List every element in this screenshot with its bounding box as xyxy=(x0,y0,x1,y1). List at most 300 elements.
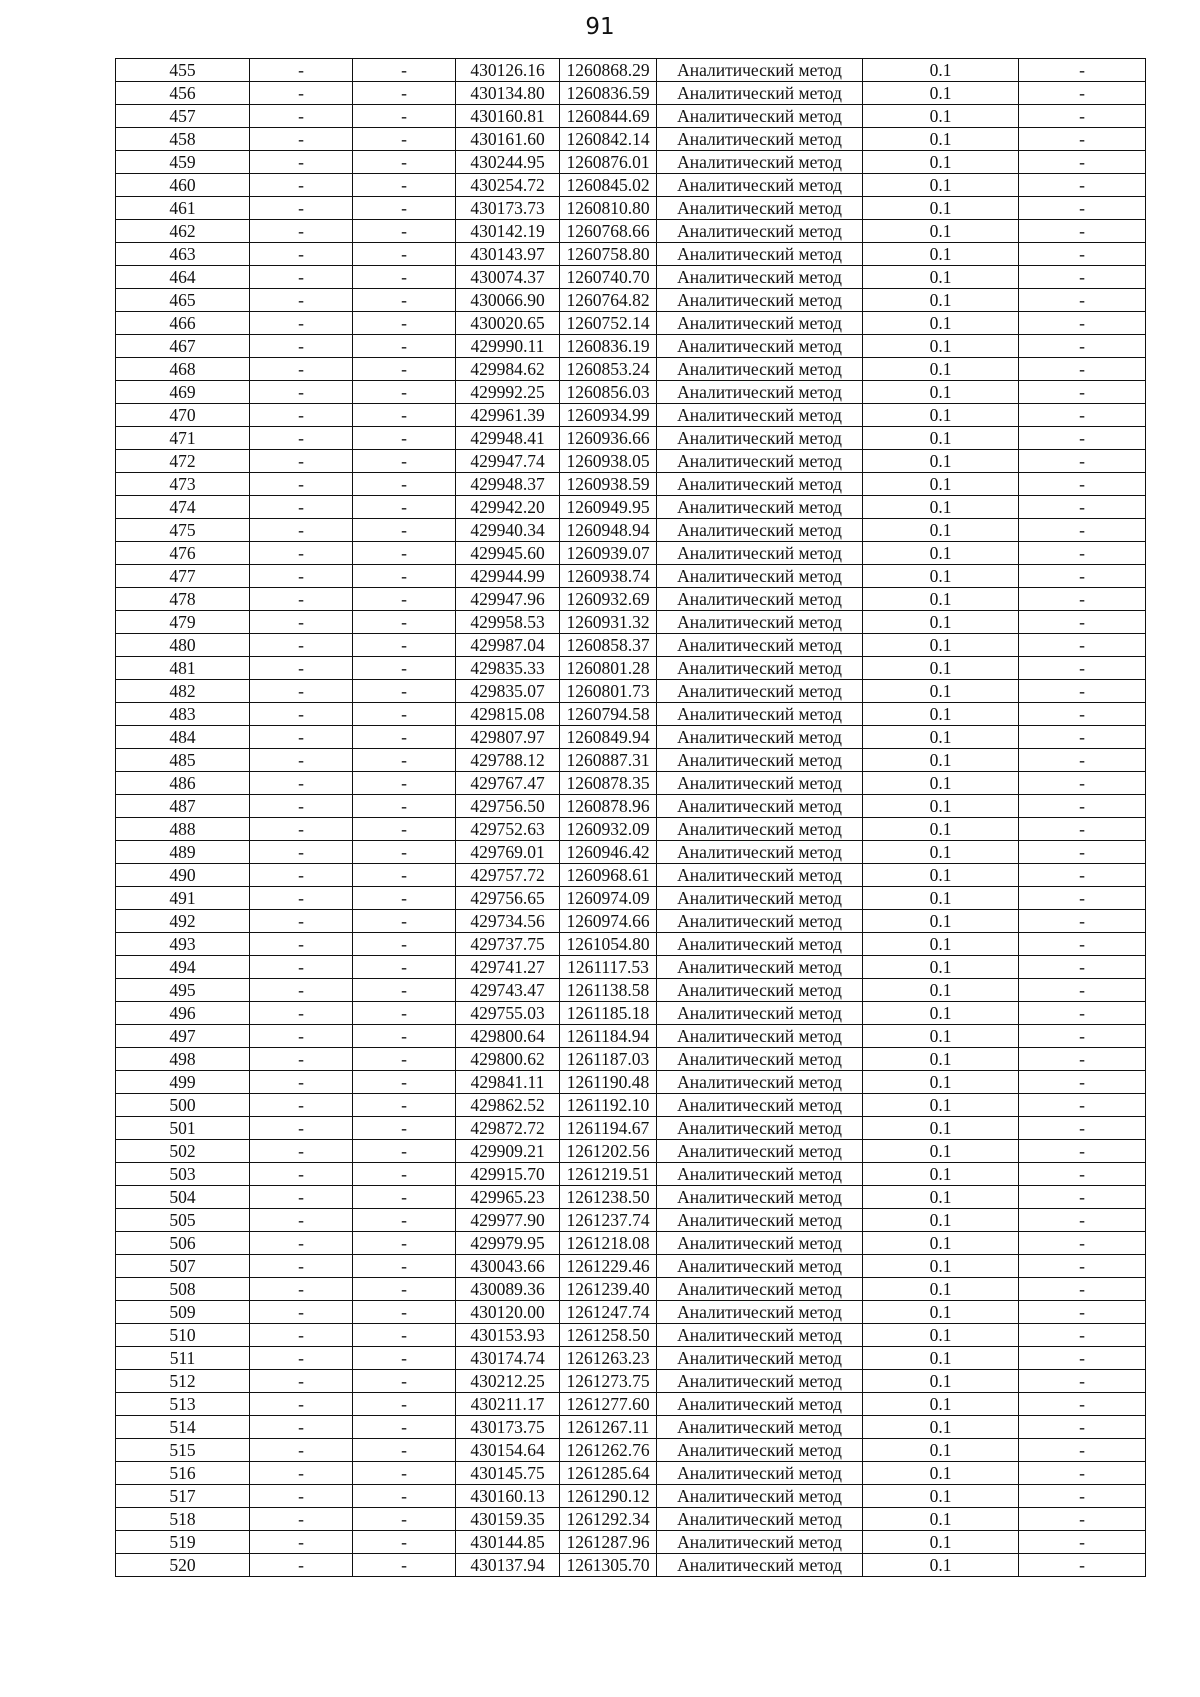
empty-cell-c: - xyxy=(1019,933,1146,956)
point-number-cell: 470 xyxy=(116,404,250,427)
empty-cell-b: - xyxy=(353,1255,456,1278)
accuracy-cell: 0.1 xyxy=(863,772,1019,795)
empty-cell-c: - xyxy=(1019,841,1146,864)
table-row xyxy=(116,1094,1146,1117)
y-coordinate-cell: 1260974.66 xyxy=(560,910,657,933)
method-cell: Аналитический метод xyxy=(657,243,863,266)
table-row xyxy=(116,1393,1146,1416)
accuracy-cell: 0.1 xyxy=(863,795,1019,818)
y-coordinate-cell: 1260842.14 xyxy=(560,128,657,151)
coordinates-table xyxy=(115,58,1146,1577)
empty-cell-a: - xyxy=(250,703,353,726)
x-coordinate-cell: 429961.39 xyxy=(456,404,560,427)
y-coordinate-cell: 1260868.29 xyxy=(560,59,657,82)
empty-cell-b: - xyxy=(353,1370,456,1393)
point-number-cell: 477 xyxy=(116,565,250,588)
empty-cell-b: - xyxy=(353,1416,456,1439)
y-coordinate-cell: 1260849.94 xyxy=(560,726,657,749)
accuracy-cell: 0.1 xyxy=(863,266,1019,289)
empty-cell-a: - xyxy=(250,542,353,565)
table-row xyxy=(116,910,1146,933)
empty-cell-a: - xyxy=(250,818,353,841)
empty-cell-c: - xyxy=(1019,1554,1146,1577)
accuracy-cell: 0.1 xyxy=(863,1485,1019,1508)
x-coordinate-cell: 429948.41 xyxy=(456,427,560,450)
empty-cell-b: - xyxy=(353,1140,456,1163)
empty-cell-c: - xyxy=(1019,220,1146,243)
empty-cell-a: - xyxy=(250,1209,353,1232)
accuracy-cell: 0.1 xyxy=(863,956,1019,979)
accuracy-cell: 0.1 xyxy=(863,105,1019,128)
x-coordinate-cell: 430160.81 xyxy=(456,105,560,128)
empty-cell-c: - xyxy=(1019,266,1146,289)
x-coordinate-cell: 429741.27 xyxy=(456,956,560,979)
empty-cell-a: - xyxy=(250,82,353,105)
point-number-cell: 507 xyxy=(116,1255,250,1278)
x-coordinate-cell: 430144.85 xyxy=(456,1531,560,1554)
point-number-cell: 466 xyxy=(116,312,250,335)
point-number-cell: 474 xyxy=(116,496,250,519)
empty-cell-b: - xyxy=(353,105,456,128)
method-cell: Аналитический метод xyxy=(657,1278,863,1301)
y-coordinate-cell: 1260968.61 xyxy=(560,864,657,887)
point-number-cell: 495 xyxy=(116,979,250,1002)
empty-cell-b: - xyxy=(353,1324,456,1347)
empty-cell-b: - xyxy=(353,1508,456,1531)
method-cell: Аналитический метод xyxy=(657,795,863,818)
empty-cell-a: - xyxy=(250,358,353,381)
method-cell: Аналитический метод xyxy=(657,1140,863,1163)
point-number-cell: 506 xyxy=(116,1232,250,1255)
x-coordinate-cell: 429737.75 xyxy=(456,933,560,956)
accuracy-cell: 0.1 xyxy=(863,197,1019,220)
table-row xyxy=(116,82,1146,105)
point-number-cell: 497 xyxy=(116,1025,250,1048)
method-cell: Аналитический метод xyxy=(657,197,863,220)
x-coordinate-cell: 430244.95 xyxy=(456,151,560,174)
method-cell: Аналитический метод xyxy=(657,335,863,358)
point-number-cell: 511 xyxy=(116,1347,250,1370)
x-coordinate-cell: 429800.64 xyxy=(456,1025,560,1048)
empty-cell-b: - xyxy=(353,772,456,795)
y-coordinate-cell: 1260801.28 xyxy=(560,657,657,680)
accuracy-cell: 0.1 xyxy=(863,1163,1019,1186)
x-coordinate-cell: 429872.72 xyxy=(456,1117,560,1140)
y-coordinate-cell: 1261117.53 xyxy=(560,956,657,979)
empty-cell-c: - xyxy=(1019,1278,1146,1301)
empty-cell-b: - xyxy=(353,473,456,496)
empty-cell-b: - xyxy=(353,956,456,979)
point-number-cell: 500 xyxy=(116,1094,250,1117)
point-number-cell: 489 xyxy=(116,841,250,864)
point-number-cell: 472 xyxy=(116,450,250,473)
accuracy-cell: 0.1 xyxy=(863,289,1019,312)
empty-cell-a: - xyxy=(250,1324,353,1347)
table-row xyxy=(116,105,1146,128)
empty-cell-c: - xyxy=(1019,1324,1146,1347)
y-coordinate-cell: 1261292.34 xyxy=(560,1508,657,1531)
point-number-cell: 493 xyxy=(116,933,250,956)
y-coordinate-cell: 1260876.01 xyxy=(560,151,657,174)
empty-cell-c: - xyxy=(1019,381,1146,404)
method-cell: Аналитический метод xyxy=(657,105,863,128)
method-cell: Аналитический метод xyxy=(657,289,863,312)
empty-cell-b: - xyxy=(353,1186,456,1209)
accuracy-cell: 0.1 xyxy=(863,312,1019,335)
method-cell: Аналитический метод xyxy=(657,1232,863,1255)
empty-cell-a: - xyxy=(250,335,353,358)
y-coordinate-cell: 1260853.24 xyxy=(560,358,657,381)
empty-cell-a: - xyxy=(250,611,353,634)
accuracy-cell: 0.1 xyxy=(863,1347,1019,1370)
y-coordinate-cell: 1261229.46 xyxy=(560,1255,657,1278)
empty-cell-b: - xyxy=(353,565,456,588)
method-cell: Аналитический метод xyxy=(657,588,863,611)
table-row xyxy=(116,542,1146,565)
empty-cell-c: - xyxy=(1019,1393,1146,1416)
y-coordinate-cell: 1260845.02 xyxy=(560,174,657,197)
accuracy-cell: 0.1 xyxy=(863,128,1019,151)
table-row xyxy=(116,680,1146,703)
empty-cell-b: - xyxy=(353,910,456,933)
empty-cell-b: - xyxy=(353,266,456,289)
y-coordinate-cell: 1261184.94 xyxy=(560,1025,657,1048)
method-cell: Аналитический метод xyxy=(657,1301,863,1324)
y-coordinate-cell: 1261194.67 xyxy=(560,1117,657,1140)
point-number-cell: 492 xyxy=(116,910,250,933)
empty-cell-a: - xyxy=(250,657,353,680)
x-coordinate-cell: 429948.37 xyxy=(456,473,560,496)
method-cell: Аналитический метод xyxy=(657,864,863,887)
y-coordinate-cell: 1260794.58 xyxy=(560,703,657,726)
empty-cell-b: - xyxy=(353,1347,456,1370)
x-coordinate-cell: 429756.50 xyxy=(456,795,560,818)
y-coordinate-cell: 1261277.60 xyxy=(560,1393,657,1416)
empty-cell-a: - xyxy=(250,933,353,956)
accuracy-cell: 0.1 xyxy=(863,657,1019,680)
x-coordinate-cell: 430043.66 xyxy=(456,1255,560,1278)
x-coordinate-cell: 429965.23 xyxy=(456,1186,560,1209)
table-row xyxy=(116,726,1146,749)
y-coordinate-cell: 1260932.09 xyxy=(560,818,657,841)
point-number-cell: 456 xyxy=(116,82,250,105)
empty-cell-b: - xyxy=(353,726,456,749)
point-number-cell: 501 xyxy=(116,1117,250,1140)
point-number-cell: 486 xyxy=(116,772,250,795)
table-row xyxy=(116,519,1146,542)
empty-cell-c: - xyxy=(1019,611,1146,634)
y-coordinate-cell: 1260836.19 xyxy=(560,335,657,358)
point-number-cell: 478 xyxy=(116,588,250,611)
empty-cell-a: - xyxy=(250,1002,353,1025)
point-number-cell: 512 xyxy=(116,1370,250,1393)
point-number-cell: 461 xyxy=(116,197,250,220)
empty-cell-c: - xyxy=(1019,1462,1146,1485)
table-row xyxy=(116,450,1146,473)
y-coordinate-cell: 1260934.99 xyxy=(560,404,657,427)
empty-cell-b: - xyxy=(353,128,456,151)
method-cell: Аналитический метод xyxy=(657,887,863,910)
accuracy-cell: 0.1 xyxy=(863,473,1019,496)
empty-cell-a: - xyxy=(250,1094,353,1117)
accuracy-cell: 0.1 xyxy=(863,1439,1019,1462)
accuracy-cell: 0.1 xyxy=(863,1508,1019,1531)
empty-cell-a: - xyxy=(250,956,353,979)
method-cell: Аналитический метод xyxy=(657,427,863,450)
method-cell: Аналитический метод xyxy=(657,818,863,841)
y-coordinate-cell: 1261273.75 xyxy=(560,1370,657,1393)
empty-cell-a: - xyxy=(250,1186,353,1209)
empty-cell-b: - xyxy=(353,1025,456,1048)
empty-cell-b: - xyxy=(353,1002,456,1025)
empty-cell-b: - xyxy=(353,243,456,266)
empty-cell-c: - xyxy=(1019,1025,1146,1048)
point-number-cell: 469 xyxy=(116,381,250,404)
method-cell: Аналитический метод xyxy=(657,1485,863,1508)
x-coordinate-cell: 430212.25 xyxy=(456,1370,560,1393)
x-coordinate-cell: 429788.12 xyxy=(456,749,560,772)
empty-cell-c: - xyxy=(1019,519,1146,542)
method-cell: Аналитический метод xyxy=(657,381,863,404)
point-number-cell: 502 xyxy=(116,1140,250,1163)
accuracy-cell: 0.1 xyxy=(863,1324,1019,1347)
point-number-cell: 467 xyxy=(116,335,250,358)
empty-cell-b: - xyxy=(353,59,456,82)
point-number-cell: 458 xyxy=(116,128,250,151)
empty-cell-c: - xyxy=(1019,1347,1146,1370)
empty-cell-b: - xyxy=(353,1094,456,1117)
x-coordinate-cell: 430142.19 xyxy=(456,220,560,243)
y-coordinate-cell: 1261218.08 xyxy=(560,1232,657,1255)
empty-cell-a: - xyxy=(250,404,353,427)
x-coordinate-cell: 429984.62 xyxy=(456,358,560,381)
y-coordinate-cell: 1260946.42 xyxy=(560,841,657,864)
table-row xyxy=(116,1025,1146,1048)
table-row xyxy=(116,174,1146,197)
point-number-cell: 485 xyxy=(116,749,250,772)
empty-cell-b: - xyxy=(353,1278,456,1301)
point-number-cell: 518 xyxy=(116,1508,250,1531)
x-coordinate-cell: 429909.21 xyxy=(456,1140,560,1163)
accuracy-cell: 0.1 xyxy=(863,1462,1019,1485)
y-coordinate-cell: 1261237.74 xyxy=(560,1209,657,1232)
point-number-cell: 465 xyxy=(116,289,250,312)
table-row xyxy=(116,289,1146,312)
empty-cell-b: - xyxy=(353,381,456,404)
empty-cell-b: - xyxy=(353,174,456,197)
point-number-cell: 504 xyxy=(116,1186,250,1209)
y-coordinate-cell: 1261202.56 xyxy=(560,1140,657,1163)
method-cell: Аналитический метод xyxy=(657,680,863,703)
accuracy-cell: 0.1 xyxy=(863,1117,1019,1140)
empty-cell-c: - xyxy=(1019,910,1146,933)
method-cell: Аналитический метод xyxy=(657,1002,863,1025)
method-cell: Аналитический метод xyxy=(657,1094,863,1117)
empty-cell-a: - xyxy=(250,1531,353,1554)
empty-cell-a: - xyxy=(250,151,353,174)
point-number-cell: 457 xyxy=(116,105,250,128)
point-number-cell: 516 xyxy=(116,1462,250,1485)
accuracy-cell: 0.1 xyxy=(863,1209,1019,1232)
y-coordinate-cell: 1260887.31 xyxy=(560,749,657,772)
x-coordinate-cell: 429942.20 xyxy=(456,496,560,519)
empty-cell-c: - xyxy=(1019,703,1146,726)
y-coordinate-cell: 1261219.51 xyxy=(560,1163,657,1186)
y-coordinate-cell: 1260764.82 xyxy=(560,289,657,312)
table-row xyxy=(116,427,1146,450)
y-coordinate-cell: 1261267.11 xyxy=(560,1416,657,1439)
accuracy-cell: 0.1 xyxy=(863,174,1019,197)
y-coordinate-cell: 1261247.74 xyxy=(560,1301,657,1324)
x-coordinate-cell: 430066.90 xyxy=(456,289,560,312)
empty-cell-a: - xyxy=(250,887,353,910)
empty-cell-a: - xyxy=(250,427,353,450)
method-cell: Аналитический метод xyxy=(657,772,863,795)
empty-cell-c: - xyxy=(1019,887,1146,910)
empty-cell-c: - xyxy=(1019,864,1146,887)
point-number-cell: 513 xyxy=(116,1393,250,1416)
table-row xyxy=(116,933,1146,956)
empty-cell-c: - xyxy=(1019,1117,1146,1140)
table-row xyxy=(116,1255,1146,1278)
accuracy-cell: 0.1 xyxy=(863,358,1019,381)
empty-cell-a: - xyxy=(250,634,353,657)
empty-cell-c: - xyxy=(1019,1002,1146,1025)
empty-cell-a: - xyxy=(250,795,353,818)
accuracy-cell: 0.1 xyxy=(863,59,1019,82)
empty-cell-a: - xyxy=(250,979,353,1002)
method-cell: Аналитический метод xyxy=(657,1025,863,1048)
empty-cell-b: - xyxy=(353,634,456,657)
x-coordinate-cell: 429862.52 xyxy=(456,1094,560,1117)
empty-cell-c: - xyxy=(1019,105,1146,128)
accuracy-cell: 0.1 xyxy=(863,82,1019,105)
y-coordinate-cell: 1261285.64 xyxy=(560,1462,657,1485)
method-cell: Аналитический метод xyxy=(657,1163,863,1186)
empty-cell-c: - xyxy=(1019,1439,1146,1462)
empty-cell-b: - xyxy=(353,496,456,519)
table-row xyxy=(116,381,1146,404)
method-cell: Аналитический метод xyxy=(657,1186,863,1209)
y-coordinate-cell: 1260878.35 xyxy=(560,772,657,795)
y-coordinate-cell: 1260938.74 xyxy=(560,565,657,588)
x-coordinate-cell: 429992.25 xyxy=(456,381,560,404)
y-coordinate-cell: 1260878.96 xyxy=(560,795,657,818)
accuracy-cell: 0.1 xyxy=(863,1370,1019,1393)
x-coordinate-cell: 430020.65 xyxy=(456,312,560,335)
y-coordinate-cell: 1261263.23 xyxy=(560,1347,657,1370)
point-number-cell: 475 xyxy=(116,519,250,542)
empty-cell-c: - xyxy=(1019,772,1146,795)
empty-cell-c: - xyxy=(1019,1186,1146,1209)
method-cell: Аналитический метод xyxy=(657,1048,863,1071)
empty-cell-c: - xyxy=(1019,795,1146,818)
empty-cell-c: - xyxy=(1019,1071,1146,1094)
y-coordinate-cell: 1261190.48 xyxy=(560,1071,657,1094)
method-cell: Аналитический метод xyxy=(657,1370,863,1393)
y-coordinate-cell: 1260948.94 xyxy=(560,519,657,542)
table-row xyxy=(116,703,1146,726)
empty-cell-a: - xyxy=(250,128,353,151)
accuracy-cell: 0.1 xyxy=(863,404,1019,427)
empty-cell-b: - xyxy=(353,335,456,358)
table-row xyxy=(116,818,1146,841)
accuracy-cell: 0.1 xyxy=(863,703,1019,726)
table-row xyxy=(116,243,1146,266)
empty-cell-a: - xyxy=(250,312,353,335)
point-number-cell: 514 xyxy=(116,1416,250,1439)
point-number-cell: 482 xyxy=(116,680,250,703)
accuracy-cell: 0.1 xyxy=(863,1002,1019,1025)
point-number-cell: 483 xyxy=(116,703,250,726)
method-cell: Аналитический метод xyxy=(657,1071,863,1094)
empty-cell-c: - xyxy=(1019,197,1146,220)
y-coordinate-cell: 1260936.66 xyxy=(560,427,657,450)
empty-cell-c: - xyxy=(1019,174,1146,197)
x-coordinate-cell: 430173.73 xyxy=(456,197,560,220)
empty-cell-b: - xyxy=(353,841,456,864)
table-row xyxy=(116,1485,1146,1508)
accuracy-cell: 0.1 xyxy=(863,1232,1019,1255)
empty-cell-a: - xyxy=(250,1554,353,1577)
empty-cell-a: - xyxy=(250,1163,353,1186)
point-number-cell: 520 xyxy=(116,1554,250,1577)
empty-cell-c: - xyxy=(1019,634,1146,657)
accuracy-cell: 0.1 xyxy=(863,381,1019,404)
x-coordinate-cell: 430126.16 xyxy=(456,59,560,82)
empty-cell-c: - xyxy=(1019,404,1146,427)
empty-cell-c: - xyxy=(1019,1301,1146,1324)
table-row xyxy=(116,1140,1146,1163)
x-coordinate-cell: 429940.34 xyxy=(456,519,560,542)
empty-cell-a: - xyxy=(250,749,353,772)
method-cell: Аналитический метод xyxy=(657,59,863,82)
y-coordinate-cell: 1261192.10 xyxy=(560,1094,657,1117)
empty-cell-a: - xyxy=(250,1347,353,1370)
method-cell: Аналитический метод xyxy=(657,726,863,749)
empty-cell-b: - xyxy=(353,979,456,1002)
empty-cell-c: - xyxy=(1019,128,1146,151)
accuracy-cell: 0.1 xyxy=(863,887,1019,910)
method-cell: Аналитический метод xyxy=(657,1508,863,1531)
method-cell: Аналитический метод xyxy=(657,1324,863,1347)
empty-cell-b: - xyxy=(353,427,456,450)
method-cell: Аналитический метод xyxy=(657,1416,863,1439)
empty-cell-b: - xyxy=(353,887,456,910)
accuracy-cell: 0.1 xyxy=(863,427,1019,450)
empty-cell-c: - xyxy=(1019,680,1146,703)
table-row xyxy=(116,1416,1146,1439)
empty-cell-b: - xyxy=(353,864,456,887)
accuracy-cell: 0.1 xyxy=(863,1094,1019,1117)
y-coordinate-cell: 1261258.50 xyxy=(560,1324,657,1347)
table-row xyxy=(116,1209,1146,1232)
point-number-cell: 496 xyxy=(116,1002,250,1025)
x-coordinate-cell: 429944.99 xyxy=(456,565,560,588)
empty-cell-c: - xyxy=(1019,312,1146,335)
empty-cell-a: - xyxy=(250,1278,353,1301)
method-cell: Аналитический метод xyxy=(657,1255,863,1278)
accuracy-cell: 0.1 xyxy=(863,841,1019,864)
empty-cell-b: - xyxy=(353,1071,456,1094)
empty-cell-a: - xyxy=(250,1393,353,1416)
x-coordinate-cell: 430120.00 xyxy=(456,1301,560,1324)
table-row xyxy=(116,1186,1146,1209)
x-coordinate-cell: 429947.96 xyxy=(456,588,560,611)
empty-cell-a: - xyxy=(250,243,353,266)
empty-cell-b: - xyxy=(353,1531,456,1554)
empty-cell-b: - xyxy=(353,933,456,956)
